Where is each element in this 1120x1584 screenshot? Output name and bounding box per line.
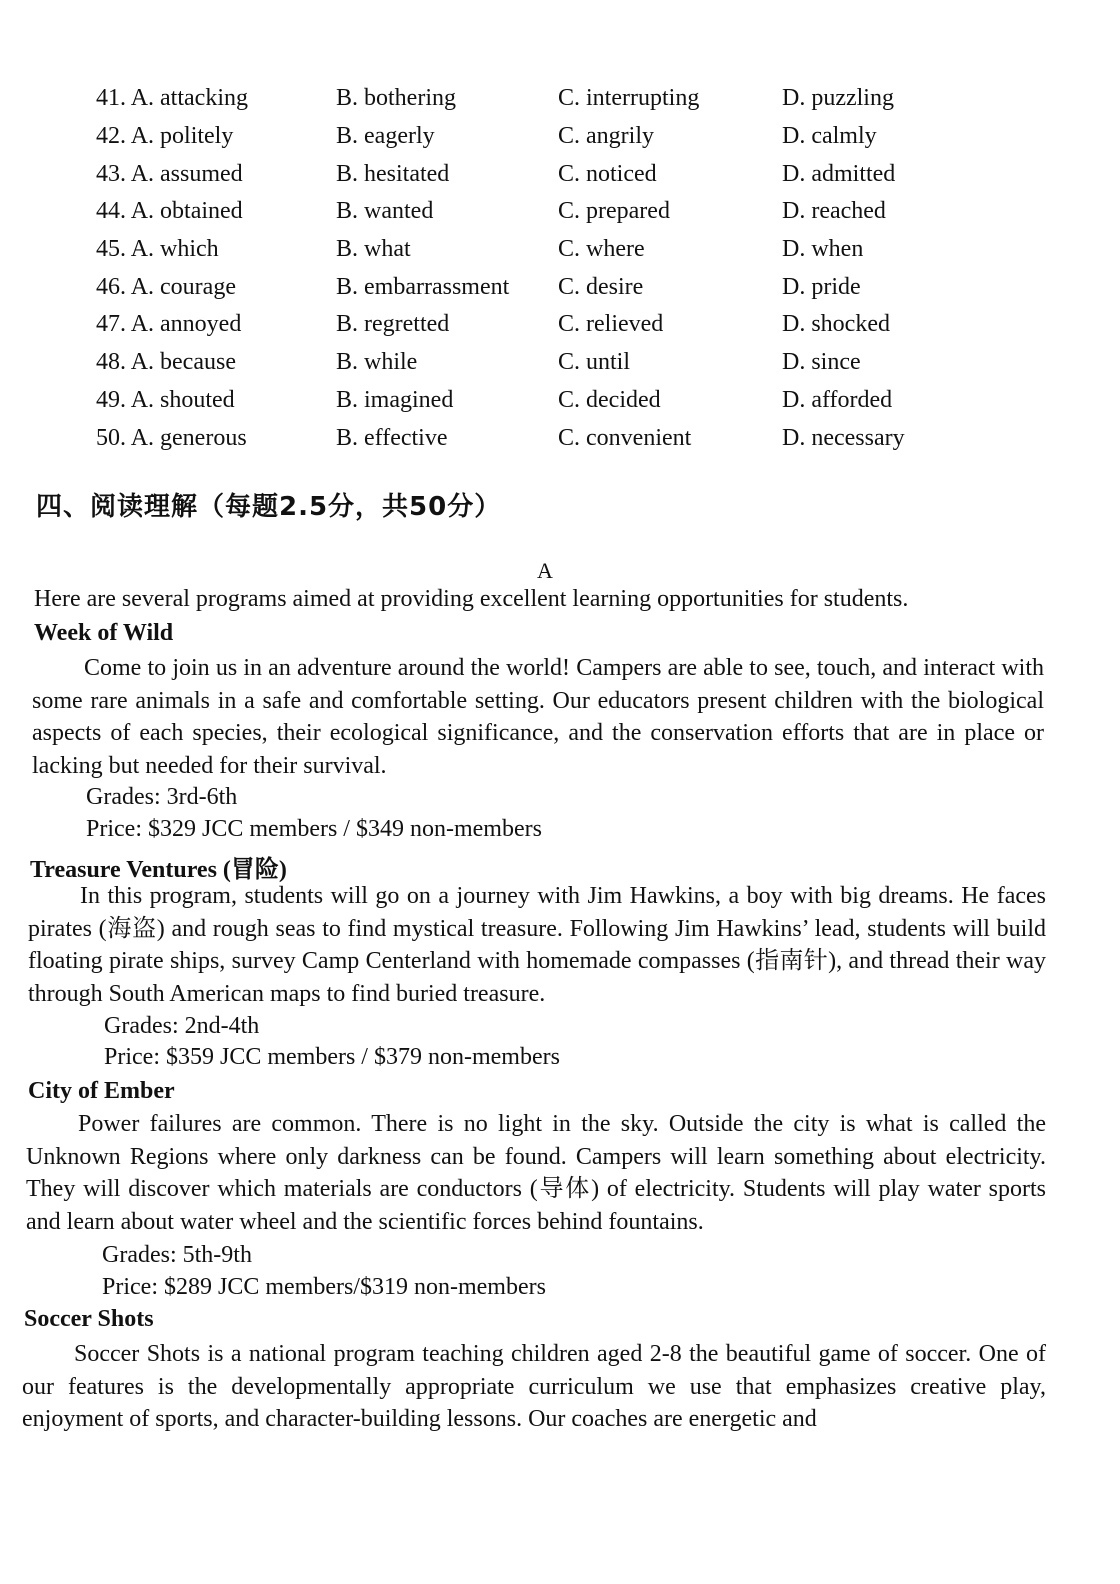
question-number: 43. [96,160,126,187]
option-a: A. courage [130,273,236,300]
question-number: 48. [96,349,126,376]
program-title-week-of-wild: Week of Wild [34,620,174,646]
option-a: A. obtained [130,198,243,225]
program-title-soccer-shots: Soccer Shots [24,1306,154,1332]
option-b: B. imagined [336,386,454,413]
option-c: C. convenient [558,424,692,451]
option-b: B. effective [336,424,448,451]
question-number: 44. [96,198,126,225]
option-d: D. since [782,349,861,376]
program-description-week-of-wild: Come to join us in an adventure around the world! Campers are able to see, touch, and interact with some rare animals in a safe and comfortable setting. Our educators present children with the biological aspects of each species, their ecological significance, and the conservation efforts that are in place or lacking but needed for their survival. [32,655,1044,779]
program-price-treasure-ventures: Price: $359 JCC members / $379 non-members [104,1044,560,1070]
option-a: A. generous [130,424,247,451]
option-c: C. prepared [558,198,670,225]
option-c: C. where [558,236,645,263]
option-d: D. reached [782,198,886,225]
option-b: B. while [336,349,418,376]
question-number: 46. [96,273,126,300]
question-number-option-a [96,387,336,414]
option-a: A. which [130,236,219,263]
question-number: 42. [96,123,126,150]
option-a: A. shouted [130,386,235,413]
question-number-option-a [96,274,336,301]
option-d: D. when [782,236,864,263]
option-a: A. politely [130,123,234,150]
option-c: C. angrily [558,123,654,150]
question-number-option-a [96,85,336,112]
option-c: C. relieved [558,311,664,338]
option-row [96,231,976,269]
option-a: A. annoyed [130,311,242,338]
option-row [96,155,976,193]
option-b: B. eagerly [336,123,435,150]
option-c: C. interrupting [558,85,700,112]
question-number-option-a [96,311,336,338]
program-price-city-of-ember: Price: $289 JCC members/$319 non-members [102,1274,546,1300]
option-row [96,306,976,344]
question-number-option-a [96,425,336,452]
program-title-treasure-ventures: Treasure Ventures (冒险) [30,857,287,883]
option-c: C. until [558,349,631,376]
option-c: C. noticed [558,160,657,187]
option-c: C. desire [558,273,644,300]
option-a: A. assumed [130,160,243,187]
section-heading: 四、阅读理解（每题2.5分，共50分） [36,492,502,522]
program-description-soccer-shots: Soccer Shots is a national program teaching children aged 2-8 the beautiful game of soccer. One of our features is the developmentally appropriate curriculum we use that emphasizes creative play, enjoyment of sports, and character-building lessons. Our coaches are energetic and [22,1341,1046,1432]
option-d: D. shocked [782,311,890,338]
program-description-treasure-ventures: In this program, students will go on a journey with Jim Hawkins, a boy with big dreams. He faces pirates (海盗) and rough seas to find mystical treasure. Following Jim Hawkins’ lead, students will build floating pirate ships, survey Camp Centerland with homemade compasses (指南针), and thread their way through South American maps to find buried treasure. [28,883,1046,1007]
program-description-city-of-ember: Power failures are common. There is no light in the sky. Outside the city is what is called the Unknown Regions where only darkness can be found. Campers will learn something about electricity. They will discover which materials are conductors (导体) of electricity. Students will play water sports and learn about water wheel and the scientific forces behind fountains. [26,1111,1046,1235]
option-d: D. admitted [782,160,896,187]
option-row [96,344,976,382]
option-d: D. pride [782,273,861,300]
question-number: 41. [96,85,126,112]
option-b: B. what [336,236,411,263]
option-d: D. necessary [782,424,905,451]
question-number: 50. [96,424,126,451]
cloze-options-table [96,80,976,457]
option-d: D. afforded [782,386,893,413]
option-b: B. bothering [336,85,456,112]
option-a: A. because [130,349,236,376]
option-c: C. decided [558,386,661,413]
option-row [96,118,976,156]
question-number-option-a [96,349,336,376]
question-number: 47. [96,311,126,338]
option-b: B. hesitated [336,160,450,187]
option-row [96,268,976,306]
program-price-week-of-wild: Price: $329 JCC members / $349 non-members [86,816,542,842]
option-d: D. puzzling [782,85,894,112]
option-b: B. regretted [336,311,450,338]
question-number-option-a [96,236,336,263]
option-b: B. embarrassment [336,273,510,300]
option-row [96,193,976,231]
question-number: 49. [96,386,126,413]
option-d: D. calmly [782,123,877,150]
program-grades-treasure-ventures: Grades: 2nd-4th [104,1013,260,1039]
program-grades-city-of-ember: Grades: 5th-9th [102,1242,252,1268]
option-row [96,80,976,118]
program-title-city-of-ember: City of Ember [28,1078,175,1104]
option-b: B. wanted [336,198,434,225]
question-number-option-a [96,161,336,188]
option-row [96,419,976,457]
passage-intro: Here are several programs aimed at providing excellent learning opportunities for students. [34,586,909,612]
question-number: 45. [96,236,126,263]
option-row [96,382,976,420]
option-a: A. attacking [130,85,248,112]
passage-label: A [537,558,553,583]
program-grades-week-of-wild: Grades: 3rd-6th [86,784,238,810]
question-number-option-a [96,123,336,150]
question-number-option-a [96,198,336,225]
